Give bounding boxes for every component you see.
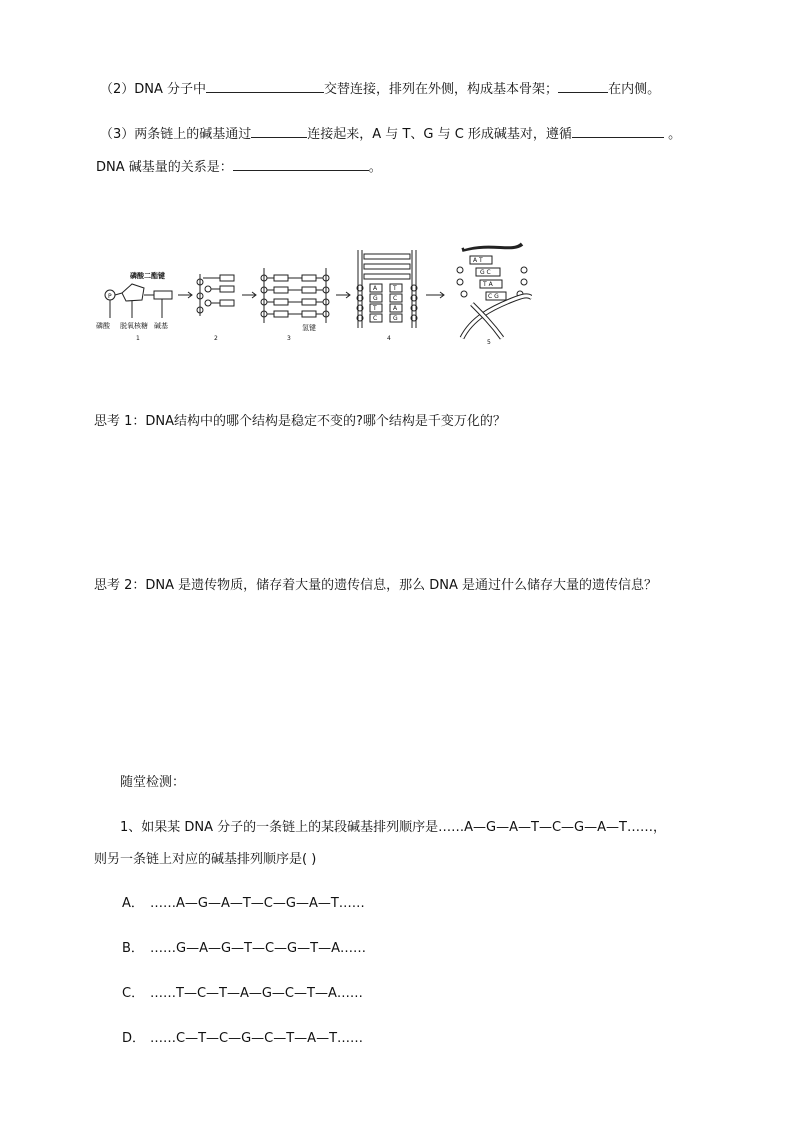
step-number-1: 1 — [136, 335, 140, 342]
label-phosphodiester: 磷酸二酯键 — [130, 272, 165, 280]
option-c-text: ……T—C—T—A—G—C—T—A…… — [150, 986, 363, 1001]
q3-blank-2[interactable] — [572, 124, 664, 138]
option-b[interactable] — [122, 940, 366, 958]
q3-suffix: 。 — [663, 127, 682, 142]
question-3-continued — [96, 157, 382, 177]
label-phosphate: 磷酸 — [96, 322, 110, 330]
quiz-q1-line2: 则另一条链上对应的碱基排列顺序是( ) — [94, 852, 317, 867]
q3b-suffix: 。 — [368, 160, 382, 175]
option-d-text: ……C—T—C—G—C—T—A—T…… — [150, 1031, 364, 1046]
step-number-4: 4 — [387, 335, 391, 342]
step-number-2: 2 — [214, 335, 218, 342]
q3-blank-1[interactable] — [251, 124, 307, 138]
q2-blank-2[interactable] — [558, 79, 608, 93]
deoxyribose-pentagon — [122, 284, 144, 301]
option-d-letter: D． — [122, 1031, 146, 1046]
think-question-2: 思考 2：DNA 是遗传物质，储存着大量的遗传信息，那么 DNA 是通过什么储存大量的遗传信息？ — [94, 578, 658, 593]
p-symbol: P — [108, 293, 112, 300]
label-base: 碱基 — [154, 322, 168, 330]
q2-blank-1[interactable] — [206, 79, 324, 93]
think-question-1: 思考 1：DNA结构中的哪个结构是稳定不变的?哪个结构是千变万化的？ — [94, 414, 506, 429]
base-5-pair-2: G C — [480, 269, 491, 276]
option-c[interactable] — [122, 985, 363, 1003]
step-number-5: 5 — [487, 339, 491, 346]
q3-mid: 连接起来，A 与 T、G 与 C 形成碱基对，遵循 — [307, 127, 572, 142]
option-b-text: ……G—A—G—T—C—G—T—A…… — [150, 941, 366, 956]
q3-prefix: （3）两条链上的碱基通过 — [100, 127, 252, 142]
option-c-letter: C． — [122, 986, 145, 1001]
q3b-prefix: DNA 碱基量的关系是： — [96, 160, 233, 175]
base-4-right-1: T — [393, 285, 397, 292]
q2-mid: 交替连接，排列在外侧，构成基本骨架； — [324, 82, 559, 97]
base-4-right-3: A — [393, 305, 398, 312]
option-a[interactable] — [122, 895, 365, 913]
dna-diagram — [92, 238, 532, 348]
label-sugar: 脱氧核糖 — [120, 322, 148, 330]
dna-structure-figure — [92, 238, 532, 348]
base-5-pair-4: C G — [488, 293, 499, 300]
base-rect — [154, 291, 172, 299]
base-4-right-4: G — [393, 315, 398, 322]
question-3 — [100, 124, 681, 144]
q2-suffix: 在内侧。 — [608, 82, 661, 97]
option-b-letter: B． — [122, 941, 144, 956]
quiz-q1-line1: 1、如果某 DNA 分子的一条链上的某段碱基排列顺序是……A—G—A—T—C—G—A—T……， — [120, 820, 666, 835]
option-a-letter: A． — [122, 896, 144, 911]
base-4-left-4: C — [373, 315, 378, 322]
option-d[interactable] — [122, 1030, 363, 1048]
step-number-3: 3 — [287, 335, 291, 342]
label-hbond: 氢键 — [302, 324, 316, 332]
quiz-heading: 随堂检测： — [120, 775, 186, 790]
option-a-text: ……A—G—A—T—C—G—A—T…… — [150, 896, 365, 911]
base-4-left-1: A — [373, 285, 378, 292]
q2-prefix: （2）DNA 分子中 — [100, 82, 207, 97]
base-5-pair-3: T A — [483, 281, 493, 288]
question-2 — [100, 79, 660, 99]
base-4-left-2: G — [373, 295, 378, 302]
base-5-pair-1: A T — [473, 257, 483, 264]
base-4-left-3: T — [373, 305, 377, 312]
base-4-right-2: C — [393, 295, 398, 302]
q3b-blank[interactable] — [233, 157, 369, 171]
